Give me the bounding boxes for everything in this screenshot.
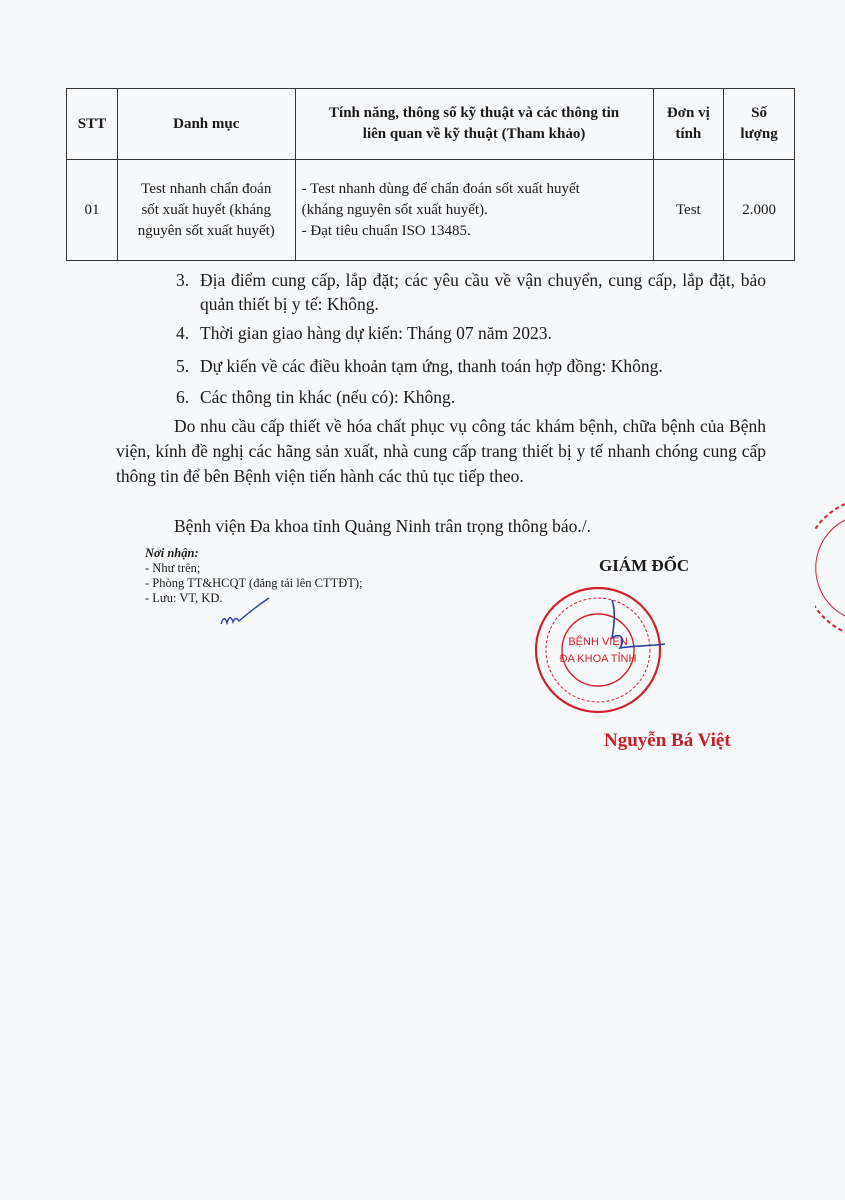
header-qty-line1: Số bbox=[751, 105, 767, 121]
cell-category-line1: Test nhanh chẩn đoán bbox=[141, 180, 272, 197]
cell-category-line3: nguyên sốt xuất huyết) bbox=[137, 222, 275, 239]
cell-spec-line2: (kháng nguyên sốt xuất huyết). bbox=[301, 201, 488, 218]
cell-category bbox=[117, 160, 295, 261]
list-item-text: Địa điểm cung cấp, lắp đặt; các yêu cầu về vận chuyển, cung cấp, lắp đặt, bảo quản thiết bị y tế: Không. bbox=[200, 270, 766, 314]
recipient-line: - Lưu: VT, KD. bbox=[145, 591, 223, 605]
list-item-number: 6. bbox=[176, 387, 190, 407]
cell-spec-line1: - Test nhanh dùng để chẩn đoán sốt xuất huyết bbox=[301, 180, 580, 197]
header-qty bbox=[724, 89, 795, 160]
header-unit bbox=[653, 89, 724, 160]
list-item-text: Thời gian giao hàng dự kiến: Tháng 07 năm 2023. bbox=[200, 323, 552, 343]
list-item-number: 4. bbox=[176, 323, 190, 343]
list-item-4 bbox=[176, 321, 766, 345]
header-unit-line2: tính bbox=[675, 126, 702, 142]
table-row bbox=[67, 160, 795, 261]
list-item-5 bbox=[176, 354, 766, 378]
hospital-seal-icon bbox=[530, 586, 670, 716]
list-item-6 bbox=[176, 385, 766, 409]
recipients-heading: Nơi nhận: bbox=[145, 546, 199, 560]
seal-line1: BỆNH VIỆN bbox=[568, 636, 628, 648]
edge-seal-icon bbox=[815, 498, 845, 638]
recipient-line: - Như trên; bbox=[145, 561, 201, 575]
cell-qty: 2.000 bbox=[724, 160, 795, 261]
cell-unit: Test bbox=[653, 160, 724, 261]
spec-table bbox=[66, 88, 795, 261]
cell-category-line2: sốt xuất huyết (kháng bbox=[141, 201, 272, 218]
header-spec-line2: liên quan về kỹ thuật (Tham khảo) bbox=[362, 126, 586, 142]
request-paragraph: Do nhu cầu cấp thiết về hóa chất phục vụ công tác khám bệnh, chữa bệnh của Bệnh viện, kính đề nghị các hãng sản xuất, nhà cung cấp trang thiết bị y tế nhanh chóng cung cấp thông tin để bên Bệnh viện tiến hành các thủ tục tiếp theo. bbox=[116, 416, 766, 486]
header-spec bbox=[295, 89, 653, 160]
list-item-text: Dự kiến về các điều khoản tạm ứng, thanh toán hợp đồng: Không. bbox=[200, 356, 663, 376]
cell-stt: 01 bbox=[67, 160, 118, 261]
cell-spec bbox=[295, 160, 653, 261]
list-item-3 bbox=[176, 268, 766, 316]
signer-name: Nguyễn Bá Việt bbox=[604, 730, 731, 751]
cell-spec-line3: - Đạt tiêu chuẩn ISO 13485. bbox=[301, 222, 471, 239]
header-qty-line2: lượng bbox=[740, 126, 778, 142]
header-spec-line1: Tính năng, thông số kỹ thuật và các thông tin bbox=[329, 105, 620, 121]
header-unit-line1: Đơn vị bbox=[666, 105, 710, 121]
recipient-line: - Phòng TT&HCQT (đăng tải lên CTTĐT); bbox=[145, 576, 363, 590]
table-header-row bbox=[67, 89, 795, 160]
director-title: GIÁM ĐỐC bbox=[599, 556, 690, 575]
list-item-text: Các thông tin khác (nếu có): Không. bbox=[200, 387, 456, 407]
initials-signature-icon bbox=[215, 596, 275, 632]
header-category: Danh mục bbox=[117, 89, 295, 160]
closing-paragraph: Bệnh viện Đa khoa tỉnh Quảng Ninh trân trọng thông báo./. bbox=[174, 516, 592, 536]
header-stt: STT bbox=[67, 89, 118, 160]
list-item-number: 5. bbox=[176, 356, 190, 376]
list-item-number: 3. bbox=[176, 270, 190, 290]
seal-line2: ĐA KHOA TỈNH bbox=[559, 653, 637, 665]
